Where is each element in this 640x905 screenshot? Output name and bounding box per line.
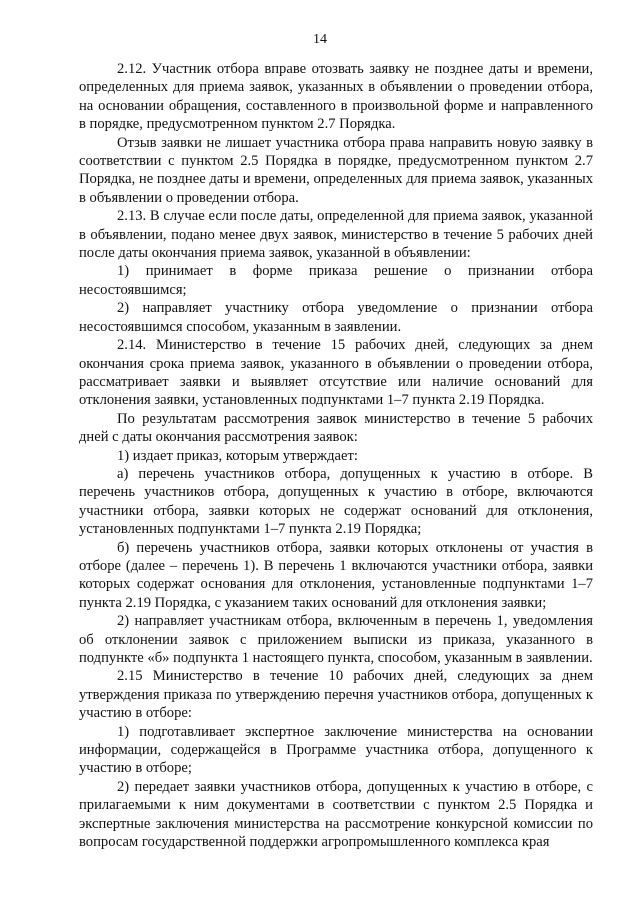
paragraph-2-13: 2.13. В случае если после даты, определенной для приема заявок, указанной в объявлении, подано менее двух заявок, министерство в течение 5 рабочих дней после даты окончания приема заявок, указанной в объявлении:: [79, 208, 593, 262]
paragraph-2-15-item-1: 1) подготавливает экспертное заключение министерства на основании информации, содержащейся в Программе участника отбора, допущенного к участию в отборе;: [79, 723, 593, 777]
paragraph-withdrawal-note: Отзыв заявки не лишает участника отбора права направить новую заявку в соответствии с пунктом 2.5 Порядка в порядке, предусмотренном пунктом 2.7 Порядка, не позднее даты и времени, определенных для приема заявок, указанных в объявлении о проведении отбора.: [79, 134, 593, 206]
paragraph-order-item-2: 2) направляет участникам отбора, включенным в перечень 1, уведомления об отклонении заявок с приложением выписки из приказа, указанного в подпункте «б» подпункта 1 настоящего пункта, способом, указанным в заявлении.: [79, 613, 593, 666]
paragraph-2-13-item-2: 2) направляет участнику отбора уведомление о признании отбора несостоявшимся способом, указанным в заявлении.: [79, 300, 593, 335]
paragraph-2-13-item-1: 1) принимает в форме приказа решение о признании отбора несостоявшимся;: [79, 263, 593, 298]
paragraph-order-item-1: 1) издает приказ, которым утверждает:: [117, 447, 358, 464]
page-number: 14: [313, 32, 327, 47]
paragraph-2-15-item-2: 2) передает заявки участников отбора, допущенных к участию в отборе, с прилагаемыми к ним документами в соответствии с пунктом 2.5 Порядка и экспертные заключения министерства на рассмотрение конкурсной комиссии по вопросам государственной поддержки агропромышленного комплекса края: [79, 778, 593, 851]
paragraph-2-12: 2.12. Участник отбора вправе отозвать заявку не позднее даты и времени, определенных для приема заявок, указанных в объявлении о проведении отбора, на основании обращения, составленного в произвольной форме и направленного в порядке, предусмотренном пунктом 2.7 Порядка.: [79, 61, 593, 133]
paragraph-2-15: 2.15 Министерство в течение 10 рабочих дней, следующих за днем утверждения приказа по утверждению перечня участников отбора, допущенных к участию в отборе:: [79, 668, 593, 722]
paragraph-order-item-b: б) перечень участников отбора, заявки которых отклонены от участия в отборе (далее – перечень 1). В перечень 1 включаются участники отбора, заявки которых содержат основания для отклонения, установленные подпунктами 1–7 пункта 2.19 Порядка, с указанием таких оснований для отклонения заявки;: [79, 539, 593, 611]
paragraph-2-14: 2.14. Министерство в течение 15 рабочих дней, следующих за днем окончания срока приема заявок, указанного в объявлении о проведении отбора, рассматривает заявки и выявляет отсутствие или наличие оснований для отклонения заявки, установленных подпунктами 1–7 пункта 2.19 Порядка.: [79, 337, 593, 409]
paragraph-order-item-a: а) перечень участников отбора, допущенных к участию в отборе. В перечень участников отбора, допущенных к участию в отборе, включаются участники отбора, заявки которых не содержат оснований для отклонения, установленных подпунктами 1–7 пункта 2.19 Порядка;: [79, 465, 593, 538]
paragraph-review-results: По результатам рассмотрения заявок министерство в течение 5 рабочих дней с даты окончания рассмотрения заявок:: [79, 410, 593, 446]
document-body: [79, 60, 593, 851]
